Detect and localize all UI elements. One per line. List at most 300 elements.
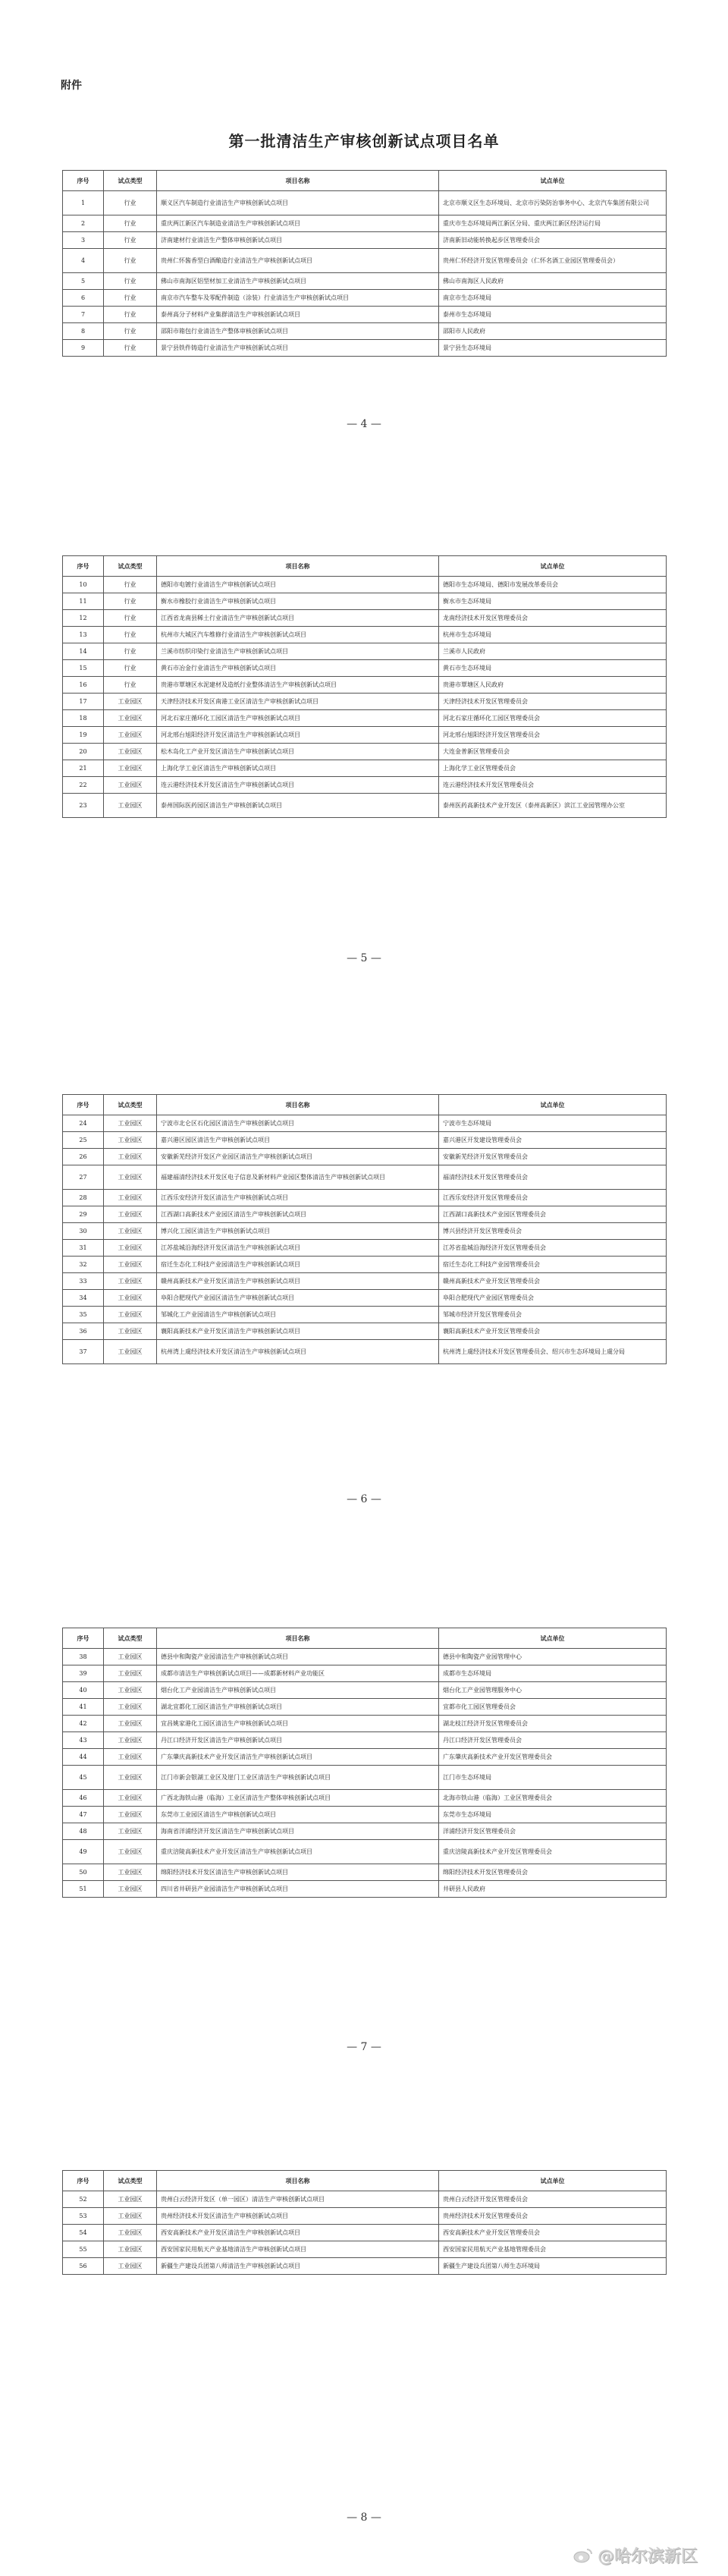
cell-no: 28 [63, 1190, 104, 1206]
cell-unit: 井研县人民政府 [439, 1881, 667, 1898]
cell-no: 29 [63, 1206, 104, 1223]
cell-no: 18 [63, 710, 104, 727]
cell-no: 6 [63, 290, 104, 307]
cell-project: 烟台化工产业园清洁生产审核创新试点项目 [157, 1682, 439, 1699]
cell-type: 工业园区 [104, 1749, 157, 1766]
page-number: — 4 — [347, 418, 381, 430]
cell-type: 工业园区 [104, 1132, 157, 1149]
cell-type: 工业园区 [104, 710, 157, 727]
cell-no: 1 [63, 191, 104, 215]
cell-no: 42 [63, 1716, 104, 1732]
cell-no: 22 [63, 777, 104, 794]
table-row [63, 677, 667, 694]
cell-project: 南京市汽车整车及零配件制造（涂装）行业清洁生产审核创新试点项目 [157, 290, 439, 307]
cell-type: 工业园区 [104, 727, 157, 744]
cell-unit: 绵阳经济技术开发区管理委员会 [439, 1864, 667, 1881]
table-row [63, 273, 667, 290]
cell-type: 行业 [104, 660, 157, 677]
cell-no: 17 [63, 694, 104, 710]
cell-no: 48 [63, 1823, 104, 1840]
table-row [63, 1273, 667, 1290]
table-row [63, 2258, 667, 2275]
table-row [63, 2191, 667, 2208]
cell-type: 工业园区 [104, 1665, 157, 1682]
table-row [63, 643, 667, 660]
table-row [63, 1807, 667, 1823]
column-header-unit: 试点单位 [439, 171, 667, 191]
table-row [63, 1649, 667, 1665]
cell-type: 行业 [104, 290, 157, 307]
cell-no: 8 [63, 323, 104, 340]
column-header-no: 序号 [63, 2171, 104, 2191]
table-row [63, 1206, 667, 1223]
cell-unit: 成都市生态环境局 [439, 1665, 667, 1682]
column-header-project: 项目名称 [157, 1628, 439, 1649]
cell-project: 德阳市电镀行业清洁生产审核创新试点项目 [157, 577, 439, 593]
cell-no: 13 [63, 627, 104, 643]
cell-no: 21 [63, 760, 104, 777]
cell-project: 新疆生产建设兵团第八师清洁生产审核创新试点项目 [157, 2258, 439, 2275]
cell-unit: 安徽新芜经济开发区管理委员会 [439, 1149, 667, 1165]
cell-no: 10 [63, 577, 104, 593]
cell-type: 工业园区 [104, 1716, 157, 1732]
table-row [63, 232, 667, 249]
cell-no: 5 [63, 273, 104, 290]
cell-type: 工业园区 [104, 794, 157, 818]
cell-unit: 重庆涪陵高新技术产业开发区管理委员会 [439, 1840, 667, 1864]
attachment-label: 附件 [61, 80, 82, 92]
cell-project: 顺义区汽车制造行业清洁生产审核创新试点项目 [157, 191, 439, 215]
page-number: — 5 — [347, 952, 381, 964]
table-row [63, 794, 667, 818]
cell-type: 工业园区 [104, 1323, 157, 1340]
page-number: — 6 — [347, 1493, 381, 1505]
cell-no: 39 [63, 1665, 104, 1682]
column-header-type: 试点类型 [104, 556, 157, 577]
cell-unit: 阜阳合肥现代产业园区管理委员会 [439, 1290, 667, 1307]
cell-project: 东莞市工业园区清洁生产审核创新试点项目 [157, 1807, 439, 1823]
cell-project: 阜阳合肥现代产业园区清洁生产审核创新试点项目 [157, 1290, 439, 1307]
cell-project: 赣州高新技术产业开发区清洁生产审核创新试点项目 [157, 1273, 439, 1290]
column-header-type: 试点类型 [104, 1095, 157, 1115]
cell-project: 天津经济技术开发区南港工业区清洁生产审核创新试点项目 [157, 694, 439, 710]
project-table-page-6 [62, 1094, 667, 1364]
cell-unit: 泰州医药高新技术产业开发区（泰州高新区）滨江工业园管理办公室 [439, 794, 667, 818]
cell-unit: 景宁县生态环境局 [439, 340, 667, 357]
cell-unit: 江苏省盐城沿海经济开发区管理委员会 [439, 1240, 667, 1257]
cell-project: 西安国家民用航天产业基地清洁生产审核创新试点项目 [157, 2241, 439, 2258]
table-row [63, 1223, 667, 1240]
cell-project: 福建福清经济技术开发区电子信息及新材料产业园区整体清洁生产审核创新试点项目 [157, 1165, 439, 1190]
cell-unit: 丹江口经济开发区管理委员会 [439, 1732, 667, 1749]
cell-unit: 湖北枝江经济开发区管理委员会 [439, 1716, 667, 1732]
cell-unit: 佛山市南海区人民政府 [439, 273, 667, 290]
table-row [63, 1766, 667, 1790]
cell-no: 16 [63, 677, 104, 694]
cell-project: 嘉兴港区园区清洁生产审核创新试点项目 [157, 1132, 439, 1149]
cell-unit: 龙南经济技术开发区管理委员会 [439, 610, 667, 627]
cell-project: 江门市新会银湖工业区及崖门工业区清洁生产审核创新试点项目 [157, 1766, 439, 1790]
project-table-page-5 [62, 555, 667, 818]
cell-type: 行业 [104, 215, 157, 232]
cell-type: 工业园区 [104, 760, 157, 777]
cell-type: 工业园区 [104, 2225, 157, 2241]
cell-project: 广东肇庆高新技术产业开发区清洁生产审核创新试点项目 [157, 1749, 439, 1766]
cell-type: 工业园区 [104, 1206, 157, 1223]
table-row [63, 1115, 667, 1132]
cell-unit: 黄石市生态环境局 [439, 660, 667, 677]
cell-project: 兰溪市纺织印染行业清洁生产审核创新试点项目 [157, 643, 439, 660]
project-table-page-4 [62, 170, 667, 357]
watermark-text: @哈尔滨新区 [597, 2547, 698, 2566]
cell-no: 24 [63, 1115, 104, 1132]
cell-type: 工业园区 [104, 1290, 157, 1307]
table-row [63, 1190, 667, 1206]
table-row [63, 1257, 667, 1273]
cell-unit: 江门市生态环境局 [439, 1766, 667, 1790]
cell-no: 33 [63, 1273, 104, 1290]
table-header-row [63, 2171, 667, 2191]
cell-project: 杭州市大城区汽车维修行业清洁生产审核创新试点项目 [157, 627, 439, 643]
cell-project: 泰州高分子材料产业集群清洁生产审核创新试点项目 [157, 307, 439, 323]
cell-no: 54 [63, 2225, 104, 2241]
cell-type: 工业园区 [104, 1864, 157, 1881]
cell-type: 工业园区 [104, 1257, 157, 1273]
cell-type: 工业园区 [104, 1149, 157, 1165]
cell-project: 西安高新技术产业开发区清洁生产审核创新试点项目 [157, 2225, 439, 2241]
cell-type: 工业园区 [104, 1699, 157, 1716]
cell-unit: 宁波市生态环境局 [439, 1115, 667, 1132]
cell-type: 工业园区 [104, 1807, 157, 1823]
cell-no: 45 [63, 1766, 104, 1790]
cell-no: 31 [63, 1240, 104, 1257]
cell-unit: 贵州经济技术开发区管理委员会 [439, 2208, 667, 2225]
cell-unit: 德阳市生态环境局、德阳市发展改革委员会 [439, 577, 667, 593]
cell-unit: 宿迁生态化工科技产业园管理委员会 [439, 1257, 667, 1273]
cell-project: 四川省井研县产业园清洁生产审核创新试点项目 [157, 1881, 439, 1898]
table-row [63, 1682, 667, 1699]
table-header-row [63, 1095, 667, 1115]
cell-project: 襄阳高新技术产业开发区清洁生产审核创新试点项目 [157, 1323, 439, 1340]
table-row [63, 777, 667, 794]
cell-type: 工业园区 [104, 1240, 157, 1257]
table-row [63, 1290, 667, 1307]
cell-type: 行业 [104, 610, 157, 627]
cell-no: 41 [63, 1699, 104, 1716]
cell-project: 江苏盐城沿海经济开发区清洁生产审核创新试点项目 [157, 1240, 439, 1257]
cell-project: 上海化学工业区清洁生产审核创新试点项目 [157, 760, 439, 777]
cell-unit: 贵州白云经济开发区管理委员会 [439, 2191, 667, 2208]
table-row [63, 1864, 667, 1881]
cell-no: 26 [63, 1149, 104, 1165]
cell-no: 36 [63, 1323, 104, 1340]
cell-no: 4 [63, 249, 104, 273]
cell-no: 27 [63, 1165, 104, 1190]
table-row [63, 1840, 667, 1864]
cell-unit: 江西乐安经济开发区管理委员会 [439, 1190, 667, 1206]
table-row [63, 1881, 667, 1898]
table-row [63, 2241, 667, 2258]
cell-type: 工业园区 [104, 1840, 157, 1864]
cell-no: 37 [63, 1340, 104, 1364]
cell-project: 衡水市橡胶行业清洁生产审核创新试点项目 [157, 593, 439, 610]
cell-type: 工业园区 [104, 1682, 157, 1699]
cell-type: 工业园区 [104, 744, 157, 760]
page-number: — 8 — [347, 2512, 381, 2524]
cell-unit: 杭州市生态环境局 [439, 627, 667, 643]
cell-no: 44 [63, 1749, 104, 1766]
table-row [63, 1749, 667, 1766]
cell-type: 工业园区 [104, 1223, 157, 1240]
cell-unit: 北京市顺义区生态环境局、北京市污染防治事务中心、北京汽车集团有限公司 [439, 191, 667, 215]
cell-no: 35 [63, 1307, 104, 1323]
cell-no: 15 [63, 660, 104, 677]
cell-type: 工业园区 [104, 1649, 157, 1665]
cell-no: 19 [63, 727, 104, 744]
cell-project: 博兴化工园区清洁生产审核创新试点项目 [157, 1223, 439, 1240]
cell-type: 行业 [104, 323, 157, 340]
table-row [63, 1790, 667, 1807]
cell-type: 行业 [104, 307, 157, 323]
table-row [63, 1323, 667, 1340]
cell-no: 25 [63, 1132, 104, 1149]
cell-no: 7 [63, 307, 104, 323]
cell-project: 邵阳市箱包行业清洁生产整体审核创新试点项目 [157, 323, 439, 340]
cell-unit: 江西湖口高新技术产业园区管理委员会 [439, 1206, 667, 1223]
table-row [63, 1165, 667, 1190]
cell-project: 宜昌姚家港化工园区清洁生产审核创新试点项目 [157, 1716, 439, 1732]
cell-unit: 烟台化工产业园管理服务中心 [439, 1682, 667, 1699]
column-header-no: 序号 [63, 1095, 104, 1115]
table-row [63, 760, 667, 777]
cell-unit: 河北邢台旭阳经济开发区管理委员会 [439, 727, 667, 744]
cell-unit: 嘉兴港区开发建设管理委员会 [439, 1132, 667, 1149]
cell-project: 黄石市冶金行业清洁生产审核创新试点项目 [157, 660, 439, 677]
cell-unit: 上海化学工业区管理委员会 [439, 760, 667, 777]
cell-type: 工业园区 [104, 1823, 157, 1840]
table-row [63, 1307, 667, 1323]
cell-unit: 广东肇庆高新技术产业开发区管理委员会 [439, 1749, 667, 1766]
project-table-page-7 [62, 1628, 667, 1898]
column-header-no: 序号 [63, 171, 104, 191]
table-row [63, 2208, 667, 2225]
cell-no: 32 [63, 1257, 104, 1273]
cell-project: 邹城化工产业园清洁生产审核创新试点项目 [157, 1307, 439, 1323]
cell-type: 工业园区 [104, 1273, 157, 1290]
cell-no: 50 [63, 1864, 104, 1881]
table-row [63, 323, 667, 340]
table-row [63, 744, 667, 760]
cell-project: 宁波市北仑区石化园区清洁生产审核创新试点项目 [157, 1115, 439, 1132]
cell-type: 行业 [104, 677, 157, 694]
cell-unit: 重庆市生态环境局两江新区分局、重庆两江新区经济运行局 [439, 215, 667, 232]
table-row [63, 191, 667, 215]
cell-unit: 北海市铁山港（临海）工业区管理委员会 [439, 1790, 667, 1807]
cell-unit: 兰溪市人民政府 [439, 643, 667, 660]
cell-type: 工业园区 [104, 1307, 157, 1323]
table-row [63, 660, 667, 677]
table-row [63, 610, 667, 627]
cell-project: 松木岛化工产业开发区清洁生产审核创新试点项目 [157, 744, 439, 760]
cell-type: 工业园区 [104, 1790, 157, 1807]
cell-unit: 天津经济技术开发区管理委员会 [439, 694, 667, 710]
cell-unit: 西安国家民用航天产业基地管理委员会 [439, 2241, 667, 2258]
cell-type: 行业 [104, 249, 157, 273]
cell-project: 安徽新芜经济开发区产业园区清洁生产审核创新试点项目 [157, 1149, 439, 1165]
cell-no: 3 [63, 232, 104, 249]
cell-project: 海南省洋浦经济开发区清洁生产审核创新试点项目 [157, 1823, 439, 1840]
table-row [63, 215, 667, 232]
cell-type: 工业园区 [104, 1115, 157, 1132]
cell-project: 河北邢台旭阳经济开发区清洁生产审核创新试点项目 [157, 727, 439, 744]
cell-unit: 邵阳市人民政府 [439, 323, 667, 340]
table-row [63, 694, 667, 710]
table-row [63, 1823, 667, 1840]
project-table-page-8 [62, 2170, 667, 2275]
table-row [63, 1240, 667, 1257]
cell-unit: 襄阳高新技术产业开发区管理委员会 [439, 1323, 667, 1340]
cell-unit: 大连金普新区管理委员会 [439, 744, 667, 760]
table-row [63, 1716, 667, 1732]
cell-type: 工业园区 [104, 1881, 157, 1898]
column-header-no: 序号 [63, 1628, 104, 1649]
cell-no: 46 [63, 1790, 104, 1807]
cell-project: 贵州经济技术开发区清洁生产审核创新试点项目 [157, 2208, 439, 2225]
cell-unit: 南京市生态环境局 [439, 290, 667, 307]
cell-project: 泰州国际医药园区清洁生产审核创新试点项目 [157, 794, 439, 818]
cell-type: 行业 [104, 340, 157, 357]
cell-type: 工业园区 [104, 2258, 157, 2275]
table-row [63, 1732, 667, 1749]
table-row [63, 307, 667, 323]
cell-type: 工业园区 [104, 2241, 157, 2258]
cell-unit: 邹城市经济开发区管理委员会 [439, 1307, 667, 1323]
cell-project: 成都市清洁生产审核创新试点项目——成都新材料产业功能区 [157, 1665, 439, 1682]
cell-project: 景宁县铁件铸造行业清洁生产审核创新试点项目 [157, 340, 439, 357]
cell-no: 40 [63, 1682, 104, 1699]
column-header-type: 试点类型 [104, 2171, 157, 2191]
cell-no: 49 [63, 1840, 104, 1864]
cell-type: 工业园区 [104, 777, 157, 794]
cell-project: 佛山市南海区铝型材加工业清洁生产审核创新试点项目 [157, 273, 439, 290]
cell-no: 12 [63, 610, 104, 627]
cell-project: 湖北宜都化工园区清洁生产审核创新试点项目 [157, 1699, 439, 1716]
cell-type: 工业园区 [104, 1340, 157, 1364]
cell-no: 30 [63, 1223, 104, 1240]
cell-type: 行业 [104, 627, 157, 643]
cell-no: 47 [63, 1807, 104, 1823]
table-row [63, 249, 667, 273]
cell-project: 江西省龙南县稀土行业清洁生产审核创新试点项目 [157, 610, 439, 627]
cell-project: 德县中和陶瓷产业园清洁生产审核创新试点项目 [157, 1649, 439, 1665]
column-header-no: 序号 [63, 556, 104, 577]
cell-no: 38 [63, 1649, 104, 1665]
cell-unit: 河北石家庄循环化工园区管理委员会 [439, 710, 667, 727]
cell-unit: 博兴县经济开发区管理委员会 [439, 1223, 667, 1240]
cell-unit: 宜都市化工园区管理委员会 [439, 1699, 667, 1716]
cell-unit: 德县中和陶瓷产业园管理中心 [439, 1649, 667, 1665]
cell-unit: 赣州高新技术产业开发区管理委员会 [439, 1273, 667, 1290]
cell-project: 重庆两江新区汽车制造业清洁生产审核创新试点项目 [157, 215, 439, 232]
column-header-type: 试点类型 [104, 171, 157, 191]
cell-project: 河北石家庄循环化工园区清洁生产审核创新试点项目 [157, 710, 439, 727]
cell-no: 14 [63, 643, 104, 660]
cell-unit: 洋浦经济开发区管理委员会 [439, 1823, 667, 1840]
column-header-project: 项目名称 [157, 556, 439, 577]
cell-type: 工业园区 [104, 1165, 157, 1190]
table-row [63, 727, 667, 744]
cell-no: 9 [63, 340, 104, 357]
table-header-row [63, 171, 667, 191]
cell-type: 行业 [104, 273, 157, 290]
table-row [63, 1699, 667, 1716]
cell-project: 广西北海铁山港（临海）工业区清洁生产整体审核创新试点项目 [157, 1790, 439, 1807]
table-row [63, 340, 667, 357]
table-row [63, 710, 667, 727]
cell-unit: 西安高新技术产业开发区管理委员会 [439, 2225, 667, 2241]
column-header-unit: 试点单位 [439, 1628, 667, 1649]
table-row [63, 627, 667, 643]
cell-project: 江西湖口高新技术产业园区清洁生产审核创新试点项目 [157, 1206, 439, 1223]
weibo-icon [573, 2547, 593, 2564]
table-row [63, 1132, 667, 1149]
column-header-unit: 试点单位 [439, 556, 667, 577]
cell-unit: 新疆生产建设兵团第八师生态环境局 [439, 2258, 667, 2275]
cell-type: 行业 [104, 577, 157, 593]
cell-no: 2 [63, 215, 104, 232]
cell-unit: 东莞市生态环境局 [439, 1807, 667, 1823]
cell-project: 济南建材行业清洁生产整体审核创新试点项目 [157, 232, 439, 249]
cell-project: 重庆涪陵高新技术产业开发区清洁生产审核创新试点项目 [157, 1840, 439, 1864]
cell-unit: 贵港市覃塘区人民政府 [439, 677, 667, 694]
cell-no: 56 [63, 2258, 104, 2275]
cell-project: 宿迁生态化工科技产业园清洁生产审核创新试点项目 [157, 1257, 439, 1273]
table-header-row [63, 556, 667, 577]
cell-type: 行业 [104, 593, 157, 610]
cell-no: 53 [63, 2208, 104, 2225]
table-header-row [63, 1628, 667, 1649]
cell-project: 绵阳经济技术开发区清洁生产审核创新试点项目 [157, 1864, 439, 1881]
cell-project: 连云港经济技术开发区清洁生产审核创新试点项目 [157, 777, 439, 794]
column-header-type: 试点类型 [104, 1628, 157, 1649]
cell-no: 20 [63, 744, 104, 760]
column-header-project: 项目名称 [157, 2171, 439, 2191]
table-row [63, 1665, 667, 1682]
cell-type: 行业 [104, 643, 157, 660]
document-title: 第一批清洁生产审核创新试点项目名单 [228, 132, 500, 150]
column-header-project: 项目名称 [157, 1095, 439, 1115]
cell-type: 工业园区 [104, 2191, 157, 2208]
table-row [63, 2225, 667, 2241]
cell-unit: 衡水市生态环境局 [439, 593, 667, 610]
cell-project: 贵州仁怀酱香型白酒酿造行业清洁生产审核创新试点项目 [157, 249, 439, 273]
cell-no: 51 [63, 1881, 104, 1898]
cell-project: 贵港市覃塘区水泥建材及造纸行业整体清洁生产审核创新试点项目 [157, 677, 439, 694]
cell-type: 工业园区 [104, 2208, 157, 2225]
cell-type: 工业园区 [104, 694, 157, 710]
cell-unit: 杭州湾上虞经济技术开发区管理委员会、绍兴市生态环境局上虞分局 [439, 1340, 667, 1364]
cell-project: 贵州白云经济开发区（单一园区）清洁生产审核创新试点项目 [157, 2191, 439, 2208]
cell-type: 工业园区 [104, 1732, 157, 1749]
cell-unit: 福清经济技术开发区管理委员会 [439, 1165, 667, 1190]
cell-project: 杭州湾上虞经济技术开发区清洁生产审核创新试点项目 [157, 1340, 439, 1364]
cell-project: 丹江口经济开发区清洁生产审核创新试点项目 [157, 1732, 439, 1749]
watermark [573, 2543, 698, 2567]
table-row [63, 1149, 667, 1165]
cell-type: 行业 [104, 191, 157, 215]
cell-no: 55 [63, 2241, 104, 2258]
cell-type: 工业园区 [104, 1190, 157, 1206]
